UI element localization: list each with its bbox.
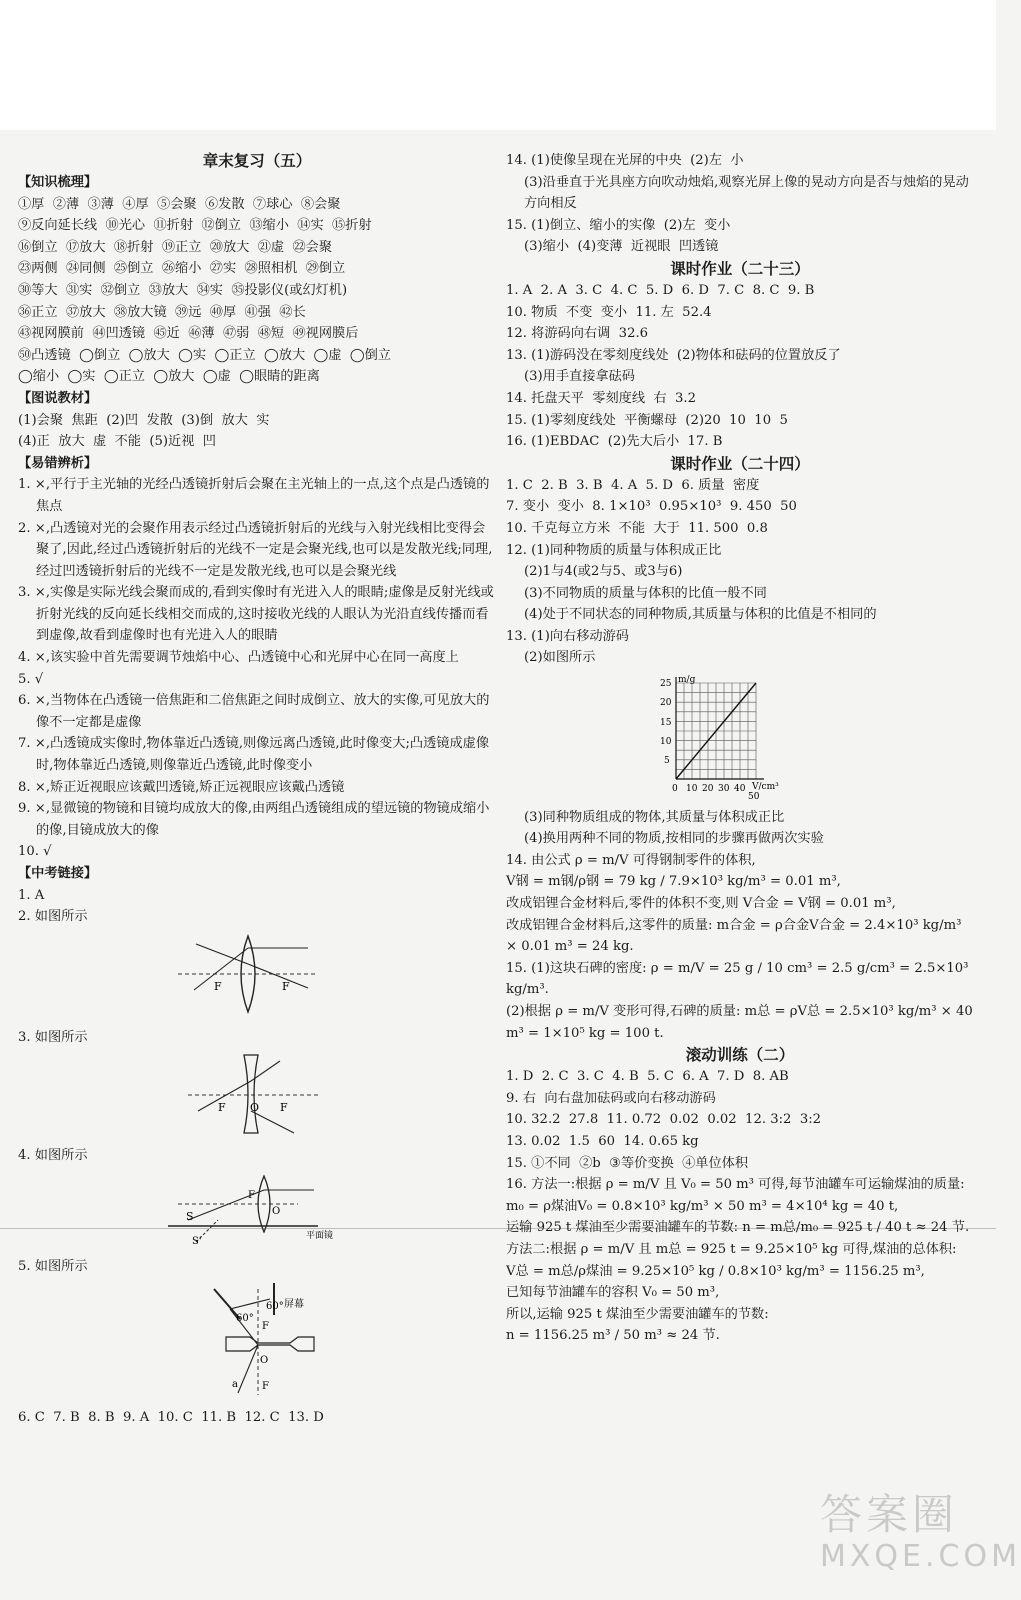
y-tick: 15 (660, 718, 672, 729)
answer-line: 10. 千克每立方米 不能 大于 11. 500 0.8 (506, 520, 768, 536)
focus-label: F (262, 1321, 269, 1333)
knowledge-line: ①厚 ②薄 ③薄 ④厚 ⑤会聚 ⑥发散 ⑦球心 ⑧会聚 (18, 196, 341, 212)
x-tick: 50 (748, 792, 760, 803)
ray-label: a (232, 1379, 238, 1391)
focus-label-left: F (218, 1100, 226, 1114)
chapter-review-title: 章末复习（五） (202, 151, 312, 170)
mass-volume-graph (506, 671, 974, 805)
answer-line: 15. (1)零刻度线处 平衡螺母 (2)20 10 10 5 (506, 412, 788, 428)
knowledge-line: ⑨反向延长线 ⑩光心 ⑪折射 ⑫倒立 ⑬缩小 ⑭实 ⑮折射 (18, 218, 372, 234)
answer-line: 已知每节油罐车的容积 V₀ = 50 m³, (506, 1285, 720, 1301)
watermark-url: MXQE.COM (820, 1539, 1021, 1574)
focus-label-right: F (282, 979, 290, 993)
x-axis-label: V/cm³ (752, 782, 779, 793)
source-label: S (186, 1210, 194, 1224)
answer-line: (2)根据 ρ = m/V 变形可得,石碑的质量: m总 = ρV总 = 2.5×10³ kg/m³ × 40 m³ = 1×10⁵ kg = 100 t. (506, 1004, 977, 1041)
focus-label-right: F (280, 1100, 288, 1114)
y-tick: 5 (664, 756, 670, 767)
answer-line: 10. 32.2 27.8 11. 0.72 0.02 0.02 12. 3:2 3:2 (506, 1112, 822, 1128)
answer-line: 1. C 2. B 3. B 4. A 5. D 6. 质量 密度 (506, 477, 760, 493)
answer-line: V总 = m总/ρ煤油 = 9.25×10⁵ kg / 0.8×10³ kg/m³ = 1156.25 m³, (506, 1263, 925, 1279)
image-label: S' (192, 1236, 202, 1248)
answer-line: (3)用手直接拿砝码 (524, 369, 635, 385)
knowledge-line: ◯缩小 ◯实 ◯正立 ◯放大 ◯虚 ◯眼睛的距离 (18, 369, 320, 385)
homework-23-title: 课时作业（二十三） (670, 258, 810, 278)
answer-line: 13. 0.02 1.5 60 14. 0.65 kg (506, 1133, 699, 1149)
optical-center-label: O (260, 1355, 269, 1367)
answer-line: (3)缩小 (4)变薄 近视眼 凹透镜 (524, 239, 719, 255)
answer-line: 1. A 2. A 3. C 4. C 5. D 6. D 7. C 8. C 9. B (506, 282, 815, 298)
answer-line: 7. 变小 变小 8. 1×10³ 0.95×10³ 9. 450 50 (506, 499, 797, 515)
plane-mirror-label: 平面镜 (306, 1231, 334, 1242)
right-column (506, 150, 977, 1347)
angle-label: 60° (236, 1313, 254, 1325)
exam-heading: 【中考链接】 (18, 866, 98, 881)
site-watermark (820, 1490, 1021, 1582)
knowledge-line: ㊱正立 ㊲放大 ㊳放大镜 ㊴远 ㊵厚 ㊶强 ㊷长 (18, 304, 306, 320)
error-item: 7. ×,凸透镜成实像时,物体靠近凸透镜,则像远离凸透镜,此时像变大;凸透镜成虚像时,物体靠近凸透镜,则像靠近凸透镜,此时像变小 (18, 736, 490, 774)
answer-line: 14. (1)使像呈现在光屏的中央 (2)左 小 (506, 153, 744, 168)
y-tick: 10 (660, 737, 672, 748)
error-item: 4. ×,该实验中首先需要调节烛焰中心、凸透镜中心和光屏中心在同一高度上 (18, 650, 459, 666)
error-item: 6. ×,当物体在凸透镜一倍焦距和二倍焦距之间时成倒立、放大的实像,可见放大的像不一定都是虚像 (18, 693, 490, 730)
exam-answer: 4. 如图所示 (18, 1147, 88, 1163)
error-item: 5. √ (18, 671, 44, 687)
answer-line: 12. (1)同种物质的质量与体积成正比 (506, 542, 722, 558)
focus-label: F (262, 1381, 269, 1393)
answer-line: 14. 托盘天平 零刻度线 右 3.2 (506, 390, 696, 406)
x-tick: 10 (686, 784, 698, 795)
error-item: 2. ×,凸透镜对光的会聚作用表示经过凸透镜折射后的光线与入射光线相比变得会聚了,因此,经过凸透镜折射后的光线不一定是会聚光线,也可以是发散光线;同理,经过凹透镜折射后的光线不一定是发散光线,也可以是会聚光线 (18, 520, 493, 579)
exam-answer: 5. 如图所示 (18, 1258, 88, 1274)
answer-line: 15. (1)倒立、缩小的实像 (2)左 变小 (506, 217, 731, 233)
angle-label: 60° (266, 1301, 284, 1313)
error-item: 10. √ (18, 844, 52, 860)
x-tick: 40 (734, 784, 746, 795)
rolling-practice-title: 滚动训练（二） (685, 1045, 795, 1065)
exam-answer: 2. 如图所示 (18, 909, 88, 925)
answer-line: (3)不同物质的质量与体积的比值一般不同 (524, 585, 767, 601)
answer-line: 13. (1)游码没在零刻度线处 (2)物体和砝码的位置放反了 (506, 347, 841, 363)
mirror-lens-diagram (18, 1168, 496, 1254)
answer-line: 16. (1)EBDAC (2)先大后小 17. B (506, 434, 723, 450)
answer-line: 14. 由公式 ρ = m/V 可得钢制零件的体积, (506, 852, 756, 868)
knowledge-heading: 【知识梳理】 (18, 175, 98, 190)
optical-center-label: O (272, 1206, 281, 1218)
answer-line: 10. 物质 不变 变小 11. 左 52.4 (506, 304, 712, 320)
figure-heading: 【图说教材】 (18, 390, 98, 406)
knowledge-line: ㊿凸透镜 ◯倒立 ◯放大 ◯实 ◯正立 ◯放大 ◯虚 ◯倒立 (18, 347, 391, 363)
answer-line: (4)处于不同状态的同种物质,其质量与体积的比值是不相同的 (524, 607, 877, 623)
answer-line: V钢 = m钢/ρ钢 = 79 kg / 7.9×10³ kg/m³ = 0.01 m³, (506, 874, 841, 890)
answer-line: (2)如图所示 (524, 650, 596, 666)
answer-line: (3)沿垂直于光具座方向吹动烛焰,观察光屏上像的晃动方向是否与烛焰的晃动方向相反 (524, 174, 969, 212)
x-tick: 0 (672, 784, 678, 795)
x-tick: 30 (718, 784, 730, 795)
answer-line: 所以,运输 925 t 煤油至少需要油罐车的节数: (506, 1306, 769, 1322)
error-item: 8. ×,矫正近视眼应该戴凹透镜,矫正远视眼应该戴凸透镜 (18, 779, 345, 795)
answer-line: (3)同种物质组成的物体,其质量与体积成正比 (524, 809, 785, 825)
optical-center-label: O (250, 1100, 260, 1114)
answer-line: 方法二:根据 ρ = m/V 且 m总 = 925 t = 9.25×10⁵ kg 可得,煤油的总体积: (506, 1241, 957, 1257)
answer-line: 16. 方法一:根据 ρ = m/V 且 V₀ = 50 m³ 可得,每节油罐车可运输煤油的质量: m₀ = ρ煤油V₀ = 0.8×10³ kg/m³ × 50 m³ = 4×10⁴ kg = 40 t, (506, 1177, 969, 1214)
error-item: 1. ×,平行于主光轴的光经凸透镜折射后会聚在主光轴上的一点,这个点是凸透镜的焦点 (18, 477, 490, 514)
blank-header-band (0, 0, 996, 130)
y-tick: 20 (660, 698, 672, 709)
answer-line: 15. ①不同 ②b ③等价变换 ④单位体积 (506, 1155, 749, 1171)
left-column (18, 150, 496, 1429)
answer-line: (2)1与4(或2与5、或3与6) (524, 564, 683, 580)
homework-24-title: 课时作业（二十四） (670, 453, 810, 473)
error-item: 3. ×,实像是实际光线会聚而成的,看到实像时有光进入人的眼睛;虚像是反射光线或折射光线的反向延长线相交而成的,这时接收光线的人眼认为光沿直线传播而看到虚像,故看到虚像时也有光进入人的眼睛 (18, 585, 494, 644)
knowledge-line: ㉚等大 ㉛实 ㉜倒立 ㉝放大 ㉞实 ㉟投影仪(或幻灯机) (18, 282, 348, 298)
answer-line: 15. (1)这块石碑的密度: ρ = m/V = 25 g / 10 cm³ = 2.5 g/cm³ = 2.5×10³ kg/m³. (506, 960, 973, 998)
knowledge-line: ㉓两侧 ㉔同侧 ㉕倒立 ㉖缩小 ㉗实 ㉘照相机 ㉙倒立 (18, 261, 346, 277)
answer-line: 13. (1)向右移动游码 (506, 628, 629, 644)
exam-answer: 3. 如图所示 (18, 1030, 88, 1046)
concave-lens-diagram (18, 1051, 496, 1143)
error-item: 9. ×,显微镜的物镜和目镜均成放大的像,由两组凸透镜组成的望远镜的物镜成缩小的像,目镜成放大的像 (18, 801, 490, 838)
convex-lens-diagram (18, 930, 496, 1026)
focus-label: F (248, 1190, 255, 1202)
answer-line: 9. 右 向右盘加砝码或向右移动游码 (506, 1090, 716, 1106)
error-heading: 【易错辨析】 (18, 455, 98, 471)
exam-answer-final: 6. C 7. B 8. B 9. A 10. C 11. B 12. C 13. D (18, 1409, 324, 1425)
answer-line: n = 1156.25 m³ / 50 m³ ≈ 24 节. (506, 1328, 720, 1344)
screen-lens-diagram (18, 1279, 496, 1405)
watermark-logo-text: 答案圈 (820, 1490, 959, 1539)
x-tick: 20 (702, 784, 714, 795)
y-axis-label: m/g (678, 675, 696, 686)
screen-label: 屏幕 (284, 1299, 304, 1311)
knowledge-line: ㊸视网膜前 ㊹凹透镜 ㊺近 ㊻薄 ㊼弱 ㊽短 ㊾视网膜后 (18, 326, 359, 342)
answer-line: (4)换用两种不同的物质,按相同的步骤再做两次实验 (524, 831, 824, 847)
knowledge-line: ⑯倒立 ⑰放大 ⑱折射 ⑲正立 ⑳放大 ㉑虚 ㉒会聚 (18, 239, 333, 255)
answer-line: 改成铝锂合金材料后,零件的体积不变,则 V合金 = V钢 = 0.01 m³, (506, 896, 896, 912)
answer-line: 改成铝锂合金材料后,这零件的质量: m合金 = ρ合金V合金 = 2.4×10³ kg/m³ × 0.01 m³ = 24 kg. (506, 917, 966, 955)
exam-answer: 1. A (18, 887, 45, 903)
answer-line: 运输 925 t 煤油至少需要油罐车的节数: n = m总/m₀ = 925 t / 40 t ≈ 24 节. (506, 1220, 970, 1236)
figure-line: (4)正 放大 虚 不能 (5)近视 凹 (18, 434, 216, 450)
focus-label-left: F (214, 979, 222, 993)
figure-line: (1)会聚 焦距 (2)凹 发散 (3)倒 放大 实 (18, 412, 270, 428)
answer-line: 1. D 2. C 3. C 4. B 5. C 6. A 7. D 8. AB (506, 1069, 789, 1085)
answer-line: 12. 将游码向右调 32.6 (506, 326, 649, 342)
y-tick: 25 (660, 679, 672, 690)
